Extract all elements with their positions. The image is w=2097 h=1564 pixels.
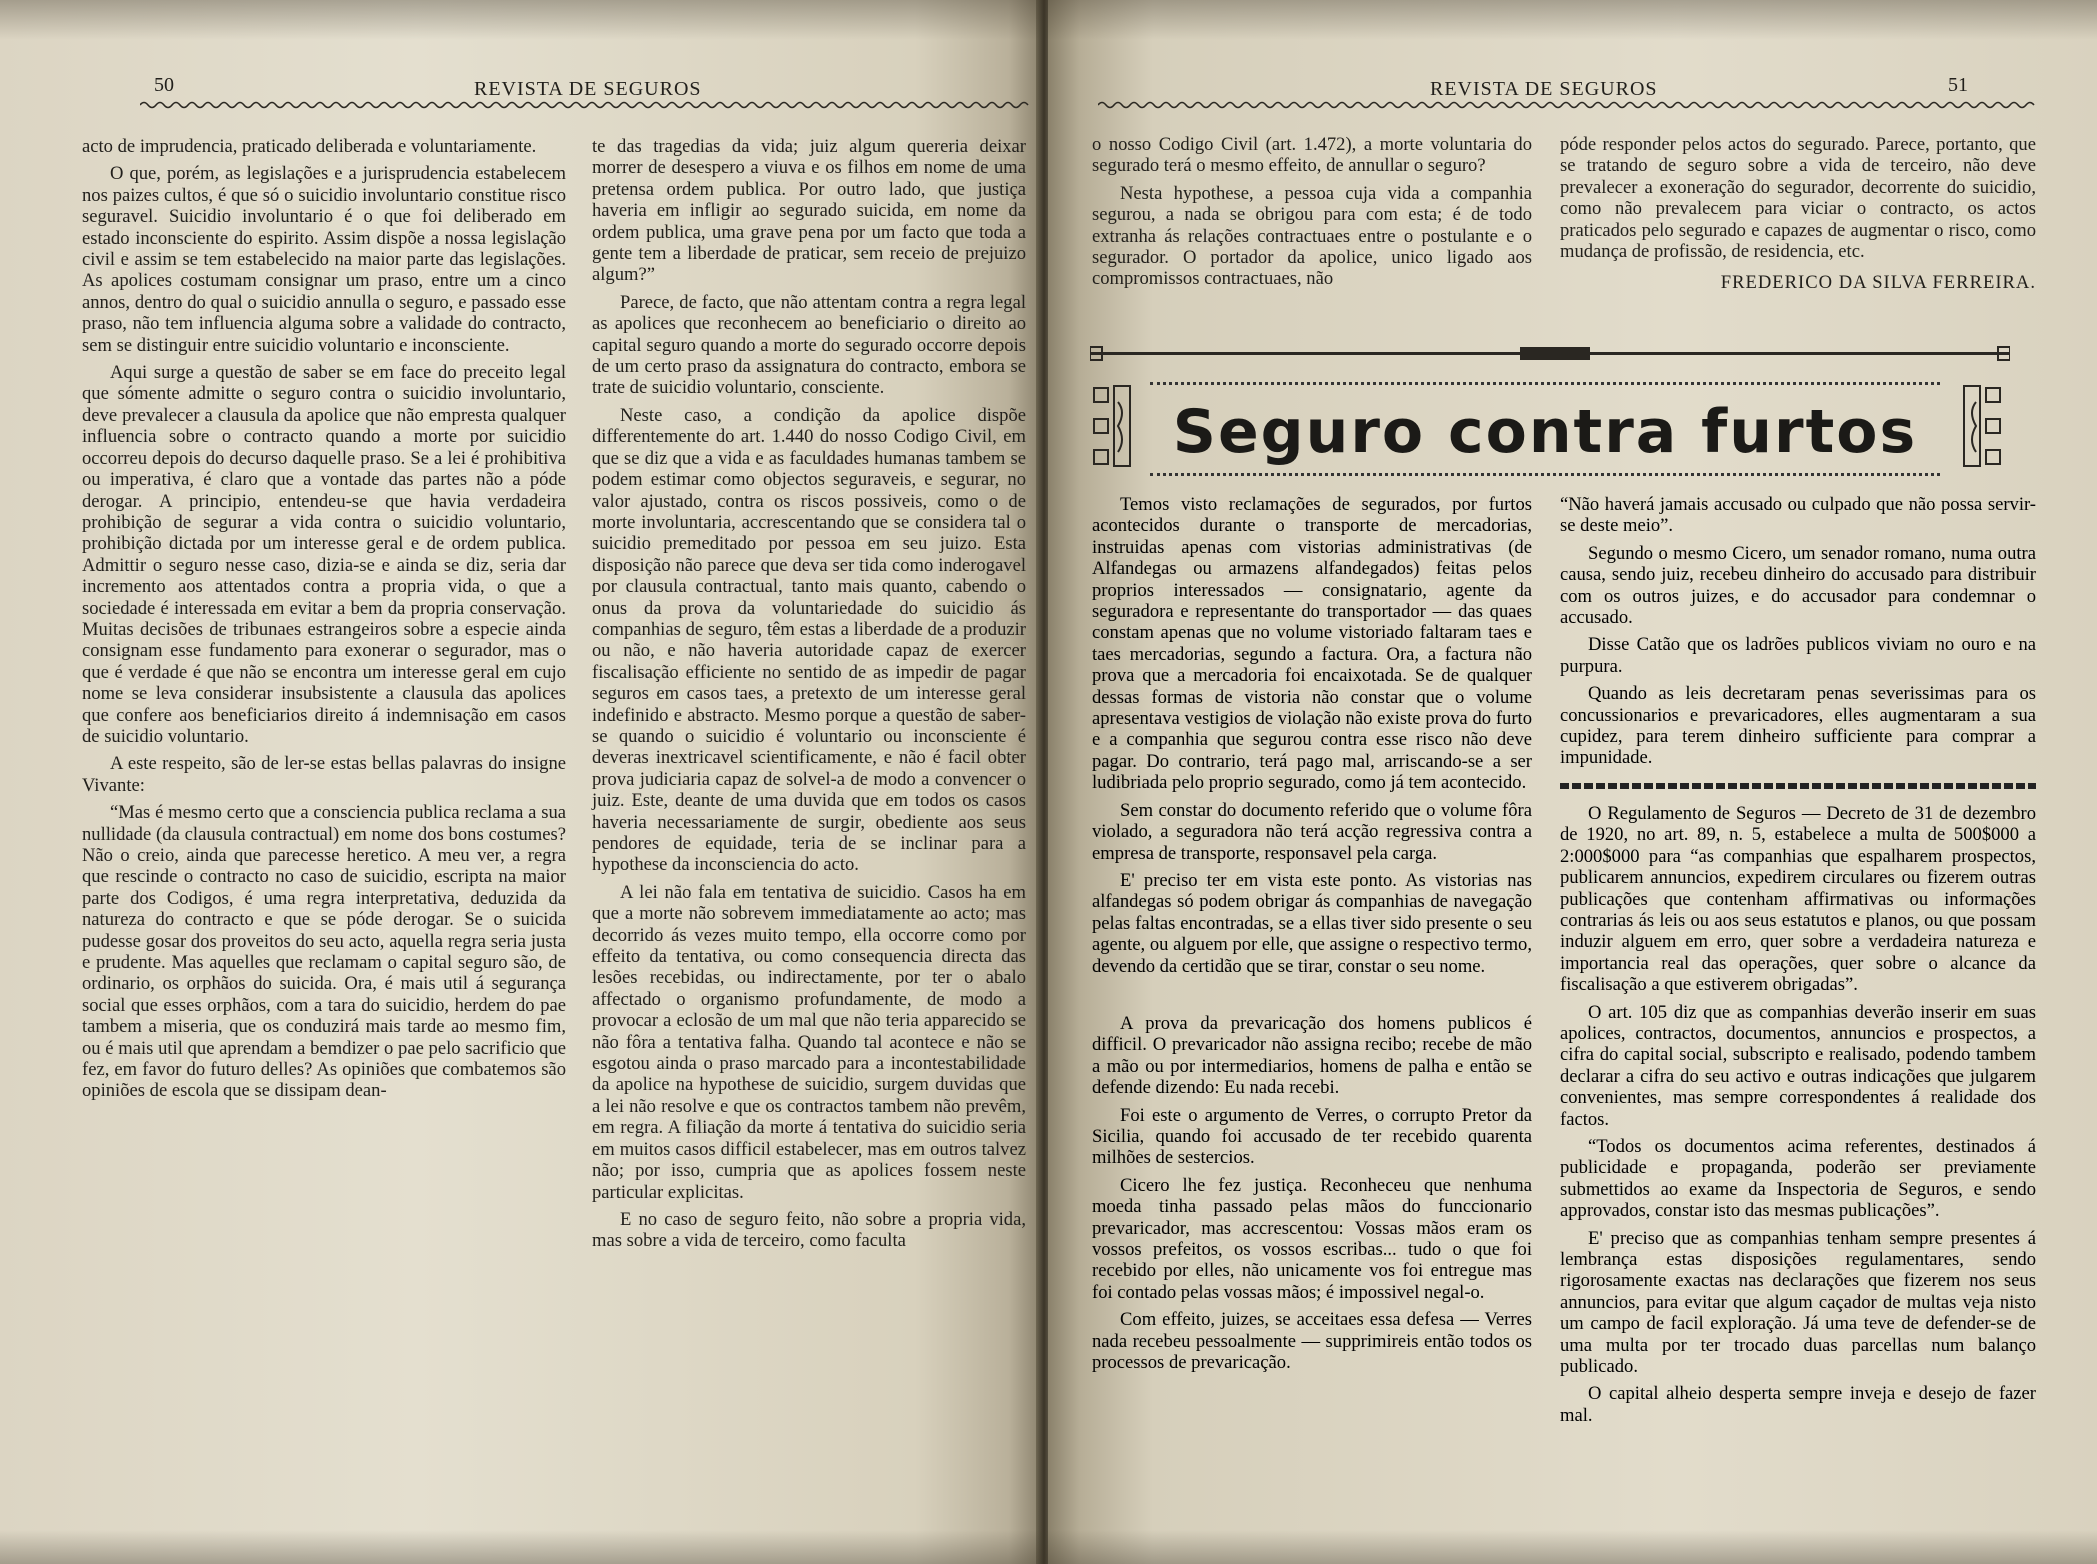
page-number-right: 51 (1948, 74, 1968, 96)
paragraph: Temos visto reclamações de segurados, por furtos acontecidos durante o transporte de mercadorias, instruidas apenas com vistorias administrativas (de Alfandegas ou armazens alfandegados) feitas pelos proprios interessados — consignatario, agente da seguradora e representante do transportador — das quaes constam apenas que no volume vistoriado faltaram taes e taes mercadorias, segundo a factura. Ora, a factura não prova que a mercadoria foi encaixotada. Se de qualquer dessas formas de vistoria não constar que o volume apresentava vestigios de violação não existe prova do furto e a companhia que segurou contra esse risco não deve pagar. Do contrario, terá pago mal, arriscando-se a ser ludibriada pelo proprio segurado, como já tem acontecido. (1092, 494, 1532, 794)
right-column-1-bottom (1092, 494, 1532, 1379)
paragraph: Foi este o argumento de Verres, o corrupto Pretor da Sicilia, quando foi accusado de ter recebido quarenta milhões de sestercios. (1092, 1104, 1532, 1169)
right-column-2-bottom (1560, 494, 2036, 1432)
left-column-2 (592, 136, 1026, 1258)
paragraph: A este respeito, são de ler-se estas bellas palavras do insigne Vivante: (82, 753, 566, 796)
paragraph: A lei não fala em tentativa de suicidio. Casos ha em que a morte não sobrevem immediatamente ao acto; mas decorrido ás vezes muito tempo, ella occorre como por effeito da tentativa, ou como consequencia directa das lesões recebidas, ou indirectamente, por ter o abalo affectado o organismo profundamente, de modo a provocar a eclosão de um mal que não teria apparecido se não fôra a tentativa falha. Quando tal acontece e não se esgotou ainda o praso marcado para a incontestabilidade da apolice na hypothese de suicidio, surgem duvidas que a lei não resolve e que os contractos tambem não prevêm, em regra. A filiação da morte á tentativa do suicidio seria em muitos casos difficil estabelecer, mas em outros talvez não; por isso, cumpria que as apolices fossem neste particular explicitas. (592, 881, 1026, 1203)
paragraph: o nosso Codigo Civil (art. 1.472), a morte voluntaria do segurado terá o mesmo effeito, de annullar o seguro? (1092, 134, 1532, 177)
spacer (1092, 983, 1532, 1013)
section-title: Seguro contra furtos (1172, 397, 1918, 467)
paragraph: Parece, de facto, que não attentam contra a regra legal as apolices que reconhecem ao beneficiario o direito ao capital seguro quando a morte do segurado occorre depois de um certo praso da assignatura do contracto, embora se trate de suicidio voluntario, consciente. (592, 291, 1026, 399)
ornament-icon (1960, 382, 2004, 470)
ornament-icon (1090, 382, 1134, 470)
author-signature: FREDERICO DA SILVA FERREIRA. (1720, 272, 2036, 294)
paragraph: Aqui surge a questão de saber se em face do preceito legal que sómente admitte o seguro contra o suicidio involuntario, deve prevalecer a clausula da apolice que não empresta qualquer influencia sobre o contracto quando a morte por suicidio occorreu depois do decurso daquelle praso. Se a lei é prohibitiva ou imperativa, é claro que a vontade das partes não a póde derogar. A principio, entendeu-se que havia verdadeira prohibição de segurar a vida contra o suicidio voluntario, prohibição dictada por um interesse geral e de ordem publica. Admittir o seguro nesse caso, dizia-se e ainda se diz, seria dar incremento aos attentados contra a propria vida, o que a sociedade é interessada em evitar a bem da propria conservação. Muitas decisões de tribunaes estrangeiros sobre a especie ainda consignam esse fundamento para exonerar o segurador, mas o que é verdade é que não se encontra um interesse geral em cujo nome se leva considerar insubsistente a clausula das apolices que confere aos beneficiarios direito á indemnisação em casos de suicidio voluntario. (82, 362, 566, 747)
paragraph: Segundo o mesmo Cicero, um senador romano, numa outra causa, sendo juiz, recebeu dinheiro do accusado para distribuir com os outros juizes, e do accusador para condemnar o accusado. (1560, 542, 2036, 629)
paragraph: Quando as leis decretaram penas severissimas para os concussionarios e prevaricadores, elles augmentaram a sua cupidez, para terem dinheiro sufficiente para comprar a impunidade. (1560, 683, 2036, 769)
paragraph: póde responder pelos actos do segurado. Parece, portanto, que se tratando de seguro sobre a vida de terceiro, não deve prevalecer a exoneração do segurador, decorrente do suicidio, como não prevalecem para viciar o contracto, os actos praticados pelo segurado e capazes de augmentar o risco, como mudança de profissão, de residencia, etc. (1560, 134, 2036, 263)
header-wavy-rule-left (140, 100, 1032, 110)
paragraph: Cicero lhe fez justiça. Reconheceu que nenhuma moeda tinha passado pelas mãos do funccionario prevaricador, mas accrescentou: Vossas mãos eram os vossos prefeitos, os vossos escribas... tudo o que foi recebido por elles, não unicamente vos foi entregue mas foi contado pelas vossas mãos; é impossivel negal-o. (1092, 1174, 1532, 1303)
paragraph: A prova da prevaricação dos homens publicos é difficil. O prevaricador não assigna recibo; recebe de mão a mão ou por intermediarios, homens de palha e então se defende dizendo: Eu nada recebi. (1092, 1012, 1532, 1099)
section-banner (1090, 376, 2010, 486)
paragraph: Com effeito, juizes, se acceitaes essa defesa — Verres nada recebeu pessoalmente — supprimireis então todos os processos de prevaricação. (1092, 1309, 1532, 1374)
section-divider (1090, 344, 2010, 364)
paragraph: E' preciso ter em vista este ponto. As vistorias nas alfandegas só podem obrigar ás companhias de navegação pelas faltas encontradas, se a ellas tiver sido presente o seu agente, ou alguem por elle, que assigne o respectivo termo, devendo da certidão que se tirar, constar o seu nome. (1092, 869, 1532, 977)
paragraph: E no caso de seguro feito, não sobre a propria vida, mas sobre a vida de terceiro, como faculta (592, 1208, 1026, 1252)
running-head-right: REVISTA DE SEGUROS (1430, 78, 1658, 100)
quote-paragraph: “Mas é mesmo certo que a consciencia publica reclama a sua nullidade (da clausula contractual) em nome dos bons costumes? Não o creio, ainda que parecesse heretico. A meu ver, a regra que rescinde o contracto no caso de suicidio, escripta na maior parte dos Codigos, é uma regra interpretativa, deduzida da natureza do contracto e que se póde derogar. Se o suicida pudesse gosar dos proveitos do seu acto, aquella regra seria justa e prudente. Mas aquelles que reclamam o capital seguro são, de ordinario, os orphãos do suicida. Ora, é mais util á segurança social que esses orphãos, com a tara do suicidio, herdem do pae tambem a miseria, que os conduzirá mais tarde ao mesmo fim, ou é mais util que aprendam a bemdizer o pae pelo sacrificio que fez, em favor do futuro delles? As opiniões que combatemos são opiniões de escola que se dissipam dean- (82, 802, 566, 1102)
paragraph: te das tragedias da vida; juiz algum quereria deixar morrer de desespero a viuva e os filhos em nome de uma pretensa ordem publica. Por outro lado, que justiça haveria em infligir ao segurado suicida, em nome da ordem publica, uma grave pena por um facto que toda a gente tem a liberdade de praticar, sem receio de prejuizo algum?” (592, 136, 1026, 286)
right-column-2-top (1560, 134, 2036, 300)
paragraph: E' preciso que as companhias tenham sempre presentes á lembrança estas disposições regulamentares, sendo rigorosamente exactas nas declarações que fizerem nos seus annuncios, para evitar que algum caçador de multas veja nisto um campo de facil exploração. Já uma teve de defender-se de uma multa por ter trocado duas parcellas num balanço publicado. (1560, 1227, 2036, 1378)
header-wavy-rule-right (1098, 100, 2038, 110)
banner-title-box (1150, 382, 1940, 476)
paragraph: Disse Catão que os ladrões publicos viviam no ouro e na purpura. (1560, 634, 2036, 677)
paragraph: Sem constar do documento referido que o volume fôra violado, a seguradora não terá acção regressiva contra a empresa de transporte, responsavel pela carga. (1092, 799, 1532, 864)
paragraph: O Regulamento de Seguros — Decreto de 31 de dezembro de 1920, no art. 89, n. 5, estabelece a multa de 500$000 a 2:000$000 para “as companhias que espalharem prospectos, publicarem annuncios, expedirem circulares ou fizerem outras publicações que contenham affirmativas ou informações contrarias ás leis ou aos seus estatutos e planos, ou que possam induzir alguem em erro, quer sobre a verdadeira natureza e importancia real das operações, quer sobre o alcance da fiscalisação a que estiverem obrigadas”. (1560, 802, 2036, 996)
paragraph: “Todos os documentos acima referentes, destinados á publicidade e propaganda, poderão ser previamente submettidos ao exame da Inspectoria de Seguros, e sendo approvados, constar isto das mesmas publicações”. (1560, 1135, 2036, 1222)
paragraph: Nesta hypothese, a pessoa cuja vida a companhia segurou, a nada se obrigou para com esta; é de todo extranha ás relações contractuaes entre o postulante e o segurador. O portador da apolice, unico ligado aos compromissos contractuaes, não (1092, 182, 1532, 290)
page-number-left: 50 (154, 74, 174, 96)
paragraph: O art. 105 diz que as companhias deverão inserir em suas apolices, contractos, documentos, annuncios e prospectos, a cifra do capital social, subscripto e realisado, podendo tambem declarar a cifra do seu activo e outras indicações que julgarem convenientes, mas sempre correspondentes á realidade dos factos. (1560, 1001, 2036, 1130)
paragraph: O capital alheio desperta sempre inveja e desejo de fazer mal. (1560, 1383, 2036, 1426)
running-head-left: REVISTA DE SEGUROS (474, 78, 702, 100)
right-column-1-top (1092, 134, 1532, 296)
paragraph: acto de imprudencia, praticado deliberada e voluntariamente. (82, 136, 537, 157)
left-page (0, 0, 1040, 1564)
dashed-divider (1560, 783, 2036, 789)
left-column-1 (82, 136, 566, 1108)
paragraph: “Não haverá jamais accusado ou culpado que não possa servir-se deste meio”. (1560, 494, 2036, 537)
paragraph: O que, porém, as legislações e a jurisprudencia estabelecem nos paizes cultos, é que só o suicidio involuntario constitue risco seguravel. Suicidio involuntario é o que foi deliberado em estado inconsciente do espirito. Assim dispõe a nossa legislação civil e assim se tem estabelecido na maior parte das legislações. As apolices costumam consignar um praso, entre um a cinco annos, dentro do qual o suicidio annulla o seguro, e passado esse praso, não tem influencia alguma sobre a validade do contracto, sem se distinguir entre suicidio voluntario e inconsciente. (82, 163, 566, 356)
paragraph: Neste caso, a condição da apolice dispõe differentemente do art. 1.440 do nosso Codigo Civil, em que se diz que a vida e as faculdades humanas tambem se podem estimar como objectos seguraveis, e segurar, no valor ajustado, contra os riscos possiveis, como o de morte involuntaria, accrescentando que se considera tal o suicidio premeditado por pessoa em seu juizo. Esta disposição não parece que deva ser tida como inderogavel por clausula contractual, tanto mais quanto, cabendo o onus da prova da voluntariedade do suicidio ás companhias de seguro, têm estas a liberdade de a produzir ou não, e não haveria autoridade capaz de exercer fiscalisação efficiente no sentido de as impedir de pagar seguros em casos taes, a pretexto de um interesse geral indefinido e abstracto. Mesmo porque a questão de saber-se quando o suicidio é voluntario ou inconsciente é deveras inextricavel scientificamente, e não é facil obter prova judiciaria capaz de solvel-a de modo a convencer o juiz. Este, deante de uma duvida que em todos os casos haveria necessariamente de surgir, obediente aos seus pendores de equidade, teria de se inclinar para a hypothese da inconsciencia do acto. (592, 404, 1026, 876)
